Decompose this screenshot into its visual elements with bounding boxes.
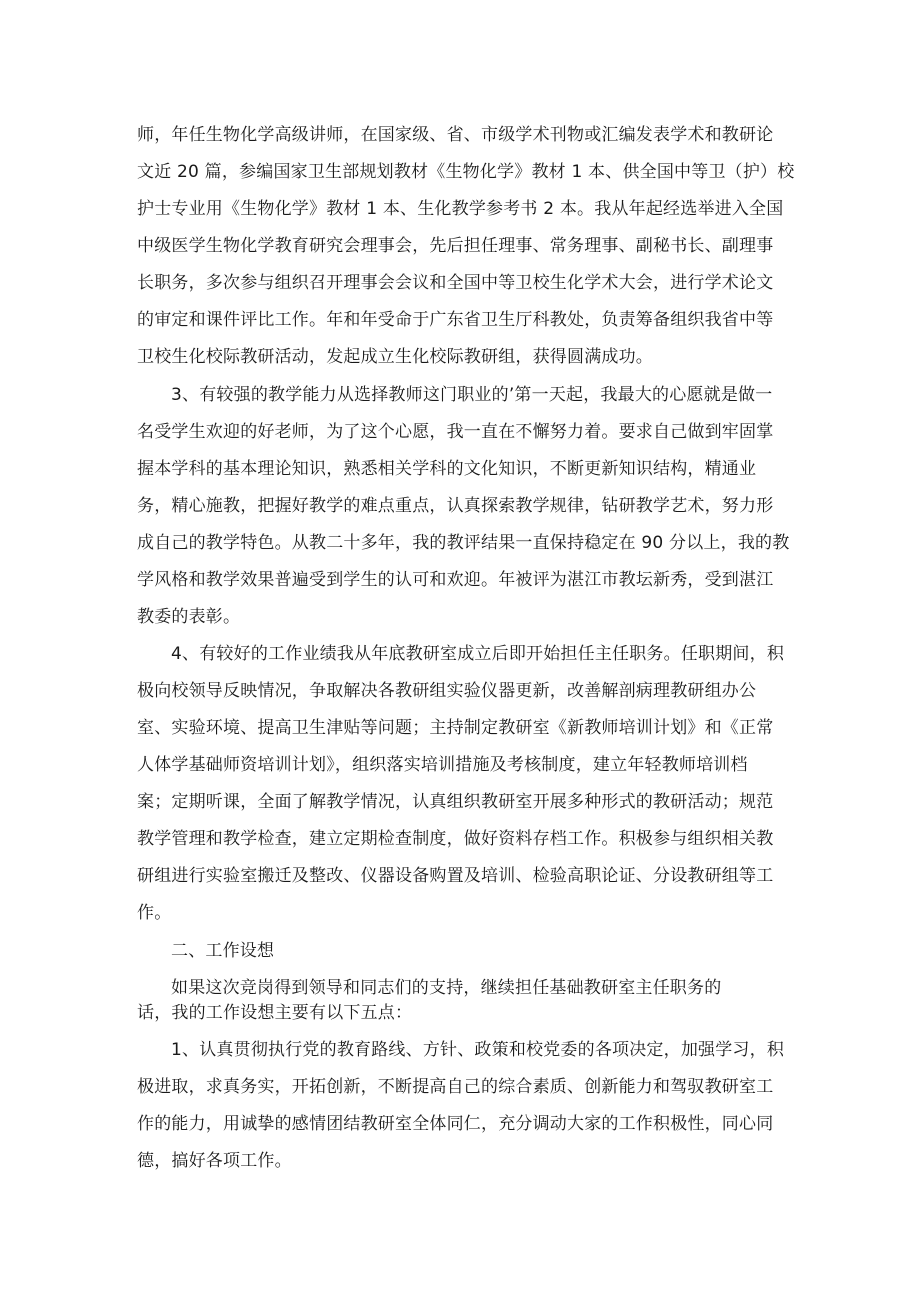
text-line: 教学管理和教学检查，建立定期检查制度，做好资料存档工作。积极参与组织相关教 bbox=[137, 829, 774, 849]
text-line: 人体学基础师资培训计划》，组织落实培训措施及考核制度，建立年轻教师培训档 bbox=[137, 755, 748, 775]
text-line: 师，年任生物化学高级讲师，在国家级、省、市级学术刊物或汇编发表学术和教研论 bbox=[137, 125, 774, 145]
text-line: 长职务，多次参与组织召开理事会会议和全国中等卫校生化学术大会，进行学术论文 bbox=[137, 273, 774, 293]
text-line: 德，搞好各项工作。 bbox=[137, 1151, 292, 1171]
text-line: 如果这次竞岗得到领导和同志们的支持，继续担任基础教研室主任职务的 bbox=[171, 978, 722, 998]
text-line: 极向校领导反映情况，争取解决各教研组实验仪器更新，改善解剖病理教研组办公 bbox=[137, 681, 757, 701]
text-line: 名受学生欢迎的好老师，为了这个心愿，我一直在不懈努力着。要求自己做到牢固掌 bbox=[137, 422, 774, 442]
text-line: 护士专业用《生物化学》教材 1 本、生化教学参考书 2 本。我从年起经选举进入全国 bbox=[137, 199, 784, 219]
text-line: 1、认真贯彻执行党的教育路线、方针、政策和校党委的各项决定，加强学习，积 bbox=[171, 1040, 785, 1060]
text-line: 中级医学生物化学教育研究会理事会，先后担任理事、常务理事、副秘书长、副理事 bbox=[137, 236, 774, 256]
text-line: 卫校生化校际教研活动，发起成立生化校际教研组，获得圆满成功。 bbox=[137, 347, 653, 367]
text-line: 作。 bbox=[137, 903, 172, 923]
text-line: 务，精心施教，把握好教学的难点重点，认真探索教学规律，钻研教学艺术，努力形 bbox=[137, 496, 774, 516]
text-line: 成自己的教学特色。从教二十多年，我的教评结果一直保持稳定在 90 分以上，我的教 bbox=[137, 533, 790, 553]
section-heading: 二、工作设想 bbox=[171, 941, 275, 961]
text-line: 研组进行实验室搬迁及整改、仪器设备购置及培训、检验高职论证、分设教研组等工 bbox=[137, 866, 774, 886]
text-line: 文近 20 篇，参编国家卫生部规划教材《生物化学》教材 1 本、供全国中等卫（护）校 bbox=[137, 162, 795, 182]
text-line: 的审定和课件评比工作。年和年受命于广东省卫生厅科教处，负责筹备组织我省中等 bbox=[137, 310, 774, 330]
text-line: 室、实验环境、提高卫生津贴等问题；主持制定教研室《新教师培训计划》和《正常 bbox=[137, 718, 774, 738]
text-line: 案；定期听课，全面了解教学情况，认真组织教研室开展多种形式的教研活动；规范 bbox=[137, 792, 774, 812]
text-line: 话，我的工作设想主要有以下五点： bbox=[137, 1003, 413, 1023]
text-line: 学风格和教学效果普遍受到学生的认可和欢迎。年被评为湛江市教坛新秀，受到湛江 bbox=[137, 570, 774, 590]
text-line: 握本学科的基本理论知识，熟悉相关学科的文化知识，不断更新知识结构，精通业 bbox=[137, 459, 757, 479]
text-line: 教委的表彰。 bbox=[137, 607, 241, 627]
text-line: 极进取，求真务实，开拓创新，不断提高自己的综合素质、创新能力和驾驭教研室工 bbox=[137, 1077, 774, 1097]
text-line: 作的能力，用诚挚的感情团结教研室全体同仁，充分调动大家的工作积极性，同心同 bbox=[137, 1114, 774, 1134]
text-line: 3、有较强的教学能力从选择教师这门职业的’第一天起，我最大的心愿就是做一 bbox=[171, 385, 773, 405]
text-line: 4、有较好的工作业绩我从年底教研室成立后即开始担任主任职务。任职期间，积 bbox=[171, 644, 785, 664]
